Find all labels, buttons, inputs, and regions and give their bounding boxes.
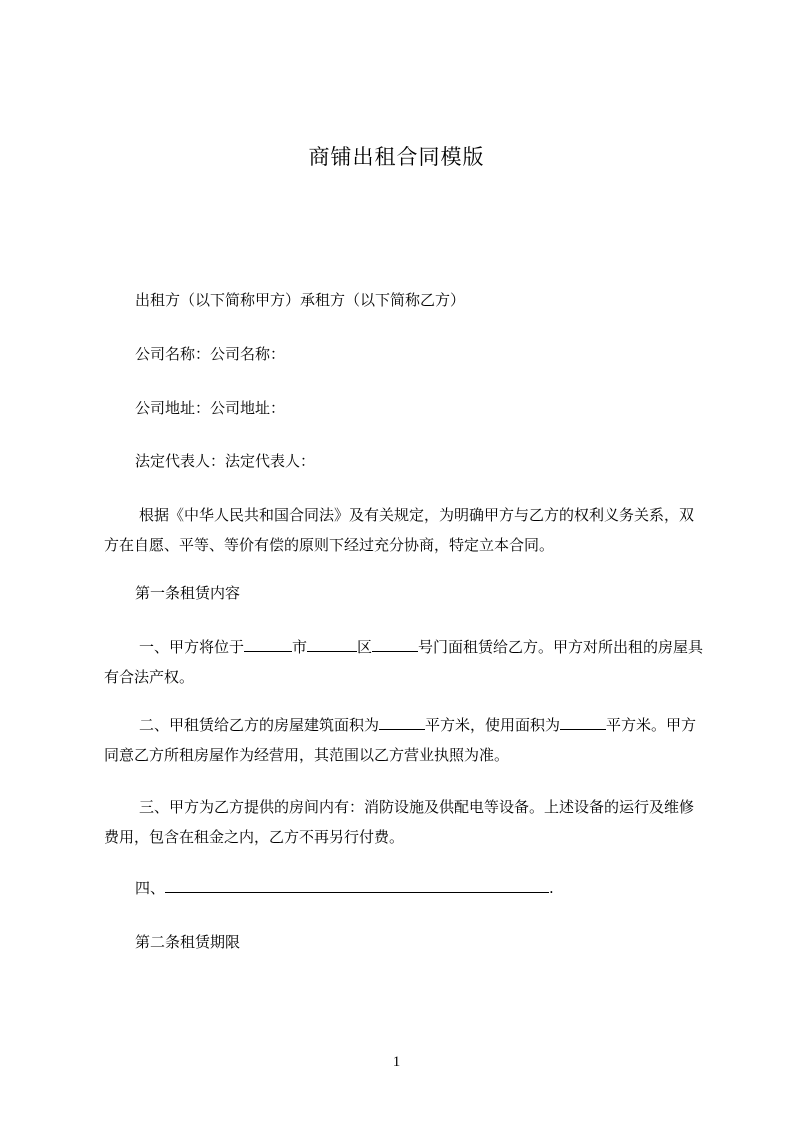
clause-4-prefix: 四、 [135, 879, 166, 897]
company-address-line: 公司地址：公司地址： [135, 399, 286, 417]
page-number: 1 [392, 1054, 401, 1070]
clause-2-paragraph [104, 710, 704, 770]
clause-1-city-label: 市 [292, 638, 308, 656]
clause-1-prefix: 一、甲方将位于 [139, 638, 245, 656]
parties-line: 出租方（以下简称甲方）承租方（以下简称乙方） [135, 291, 466, 309]
number-blank[interactable] [372, 635, 418, 652]
clause-2-prefix: 二、甲租赁给乙方的房屋建筑面积为 [139, 716, 380, 734]
company-name-line: 公司名称：公司名称： [135, 345, 286, 363]
clause-2-mid: 平方米，使用面积为 [425, 716, 561, 734]
clause-4-blank[interactable] [165, 876, 549, 893]
document-title: 商铺出租合同模版 [308, 145, 485, 169]
building-area-blank[interactable] [379, 713, 425, 730]
article-2-heading: 第二条租赁期限 [135, 933, 241, 951]
preamble-paragraph: 根据《中华人民共和国合同法》及有关规定，为明确甲方与乙方的权利义务关系，双方在自愿、平等、等价有偿的原则下经过充分协商，特定立本合同。 [104, 506, 695, 554]
city-blank[interactable] [244, 635, 292, 652]
article-1-heading: 第一条租赁内容 [135, 584, 241, 602]
clause-1-district-label: 区 [357, 638, 373, 656]
clause-1-suffix: 号门面租赁给乙方。甲方对所出租的房屋具有合法产权。 [104, 638, 704, 686]
clause-2-suffix: 平方米。甲方同意乙方所租房屋作为经营用，其范围以乙方营业执照为准。 [104, 716, 697, 764]
legal-representative-line: 法定代表人：法定代表人： [135, 452, 316, 470]
usable-area-blank[interactable] [560, 713, 606, 730]
clause-4-line [104, 873, 704, 903]
clause-3-paragraph: 三、甲方为乙方提供的房间内有：消防设施及供配电等设备。上述设备的运行及维修费用，包含在租金之内，乙方不再另行付费。 [104, 798, 695, 846]
district-blank[interactable] [307, 635, 357, 652]
clause-1-paragraph [104, 632, 704, 692]
clause-4-suffix: . [549, 879, 554, 897]
